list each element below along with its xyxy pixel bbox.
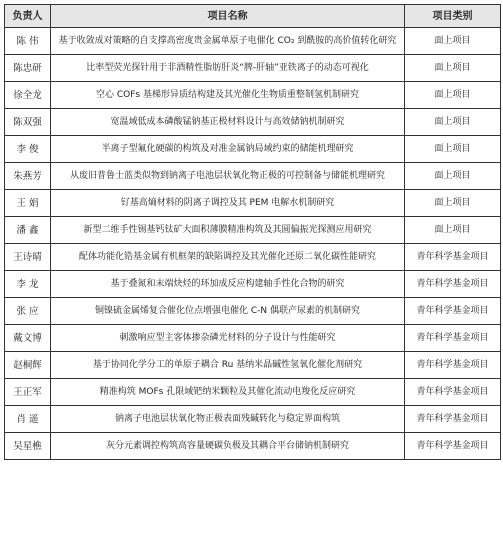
leader-cell: 王诗晴 — [5, 244, 51, 271]
project-cell: 配体功能化锆基金属有机框架的缺陷调控及其光催化还原二氧化碳性能研究 — [51, 244, 405, 271]
table-row — [5, 433, 501, 460]
leader-cell: 张 应 — [5, 298, 51, 325]
leader-cell: 李 龙 — [5, 271, 51, 298]
table-row — [5, 55, 501, 82]
header-category: 项目类别 — [405, 5, 501, 28]
project-cell: 半离子型氟化硬碳的构筑及对准金属钠局域约束的储能机理研究 — [51, 136, 405, 163]
leader-cell: 朱燕芳 — [5, 163, 51, 190]
category-cell: 青年科学基金项目 — [405, 406, 501, 433]
leader-cell: 陈 伟 — [5, 28, 51, 55]
category-cell: 面上项目 — [405, 190, 501, 217]
category-cell: 青年科学基金项目 — [405, 325, 501, 352]
table-row — [5, 190, 501, 217]
leader-cell: 陈双强 — [5, 109, 51, 136]
leader-cell: 潘 鑫 — [5, 217, 51, 244]
header-leader: 负责人 — [5, 5, 51, 28]
category-cell: 青年科学基金项目 — [405, 244, 501, 271]
project-cell: 新型二维手性锡基钙钛矿大面积薄膜精准构筑及其圆偏振光探测应用研究 — [51, 217, 405, 244]
table-header — [5, 5, 501, 28]
category-cell: 面上项目 — [405, 163, 501, 190]
project-cell: 刺激响应型主客体掺杂磷光材料的分子设计与性能研究 — [51, 325, 405, 352]
header-project-name: 项目名称 — [51, 5, 405, 28]
leader-cell: 李 俊 — [5, 136, 51, 163]
leader-cell: 陈忠研 — [5, 55, 51, 82]
table-row — [5, 217, 501, 244]
header-row — [5, 5, 501, 28]
project-cell: 从废旧普鲁士蓝类似物到钠离子电池层状氧化物正极的可控制备与储能机理研究 — [51, 163, 405, 190]
project-cell: 比率型荧光探针用于非酒精性脂肪肝炎“脾-肝轴”亚铁离子的动态可视化 — [51, 55, 405, 82]
category-cell: 面上项目 — [405, 82, 501, 109]
leader-cell: 肖 遥 — [5, 406, 51, 433]
table-row — [5, 136, 501, 163]
project-table — [4, 4, 501, 460]
leader-cell: 赵桐辉 — [5, 352, 51, 379]
table-row — [5, 379, 501, 406]
project-cell: 基于协同化学分工的单原子耦合 Ru 基纳米晶碱性氢氧化催化剂研究 — [51, 352, 405, 379]
table-body — [5, 28, 501, 460]
table-row — [5, 244, 501, 271]
table-row — [5, 325, 501, 352]
leader-cell: 王 娟 — [5, 190, 51, 217]
project-cell: 空心 COFs 基梯形异质结构建及其光催化生物质重整制氢机制研究 — [51, 82, 405, 109]
project-cell: 铜镍硫金属烯复合催化位点增强电催化 C-N 偶联产尿素的机制研究 — [51, 298, 405, 325]
leader-cell: 戴文博 — [5, 325, 51, 352]
category-cell: 青年科学基金项目 — [405, 271, 501, 298]
category-cell: 青年科学基金项目 — [405, 433, 501, 460]
table-row — [5, 28, 501, 55]
category-cell: 青年科学基金项目 — [405, 379, 501, 406]
category-cell: 面上项目 — [405, 28, 501, 55]
table-row — [5, 109, 501, 136]
table-row — [5, 298, 501, 325]
leader-cell: 徐全龙 — [5, 82, 51, 109]
category-cell: 青年科学基金项目 — [405, 298, 501, 325]
project-cell: 基于收敛成对策略的自支撑高密度贵金属单原子电催化 CO₂ 到酰胺的高价值转化研究 — [51, 28, 405, 55]
leader-cell: 王正军 — [5, 379, 51, 406]
leader-cell: 吴星樵 — [5, 433, 51, 460]
project-cell: 宽温域低成本磷酸锰钠基正极材料设计与高效储钠机制研究 — [51, 109, 405, 136]
project-cell: 钠离子电池层状氧化物正极表面残碱转化与稳定界面构筑 — [51, 406, 405, 433]
category-cell: 面上项目 — [405, 55, 501, 82]
project-cell: 灰分元素调控构筑高容量硬碳负极及其耦合平台储钠机制研究 — [51, 433, 405, 460]
table-row — [5, 82, 501, 109]
table-row — [5, 271, 501, 298]
project-cell: 钌基高熵材料的阴离子调控及其 PEM 电解水机制研究 — [51, 190, 405, 217]
table-row — [5, 352, 501, 379]
category-cell: 面上项目 — [405, 109, 501, 136]
category-cell: 面上项目 — [405, 217, 501, 244]
table-row — [5, 406, 501, 433]
project-cell: 基于叠氮和末端炔烃的环加成反应构建轴手性化合物的研究 — [51, 271, 405, 298]
category-cell: 面上项目 — [405, 136, 501, 163]
category-cell: 青年科学基金项目 — [405, 352, 501, 379]
table-row — [5, 163, 501, 190]
project-cell: 精准构筑 MOFs 孔限域钯纳米颗粒及其催化流动电羧化反应研究 — [51, 379, 405, 406]
